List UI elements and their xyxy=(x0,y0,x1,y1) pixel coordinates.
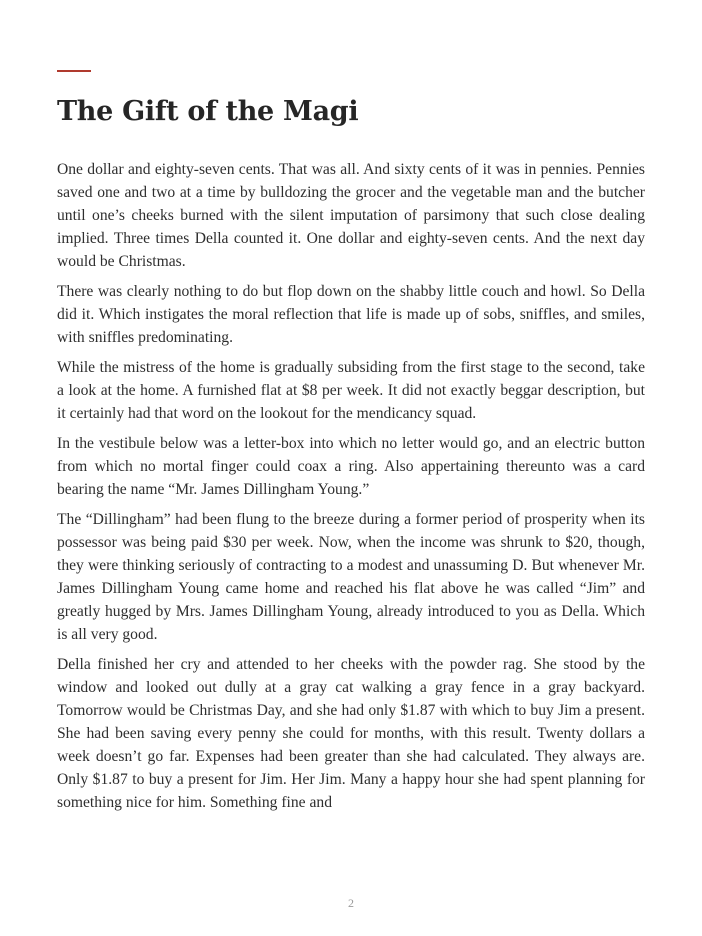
paragraph: One dollar and eighty-seven cents. That was all. And sixty cents of it was in pennies. Pennies saved one and two at a time by bulldozing the grocer and the vegetable man and the butcher until one’s cheeks burned with the silent imputation of parsimony that such close dealing implied. Three times Della counted it. One dollar and eighty-seven cents. And the next day would be Christmas. xyxy=(57,161,645,270)
paragraph: Della finished her cry and attended to her cheeks with the powder rag. She stood by the window and looked out dully at a gray cat walking a gray fence in a gray backyard. Tomorrow would be Christmas Day, and she had only $1.87 with which to buy Jim a present. She had been saving every penny she could for months, with this result. Twenty dollars a week doesn’t go far. Expenses had been greater than she had calculated. They always are. Only $1.87 to buy a present for Jim. Her Jim. Many a happy hour she had spent planning for something nice for him. Something fine and xyxy=(57,656,645,811)
title-accent-rule xyxy=(57,70,91,72)
page-number: 2 xyxy=(348,896,354,910)
paragraph: There was clearly nothing to do but flop down on the shabby little couch and howl. So Della did it. Which instigates the moral reflection that life is made up of sobs, sniffles, and smiles, with sniffles predominating. xyxy=(57,283,645,346)
paragraph: In the vestibule below was a letter-box into which no letter would go, and an electric button from which no mortal finger could coax a ring. Also appertaining thereunto was a card bearing the name “Mr. James Dillingham Young.” xyxy=(57,435,645,498)
paragraph: While the mistress of the home is gradually subsiding from the first stage to the second, take a look at the home. A furnished flat at $8 per week. It did not exactly beggar description, but it certainly had that word on the lookout for the mendicancy squad. xyxy=(57,359,645,422)
body-text xyxy=(57,158,645,838)
page-title: The Gift of the Magi xyxy=(57,96,359,127)
paragraph: The “Dillingham” had been flung to the breeze during a former period of prosperity when its possessor was being paid $30 per week. Now, when the income was shrunk to $20, though, they were thinking seriously of contracting to a modest and unassuming D. But whenever Mr. James Dillingham Young came home and reached his flat above he was called “Jim” and greatly hugged by Mrs. James Dillingham Young, already introduced to you as Della. Which is all very good. xyxy=(57,511,645,643)
